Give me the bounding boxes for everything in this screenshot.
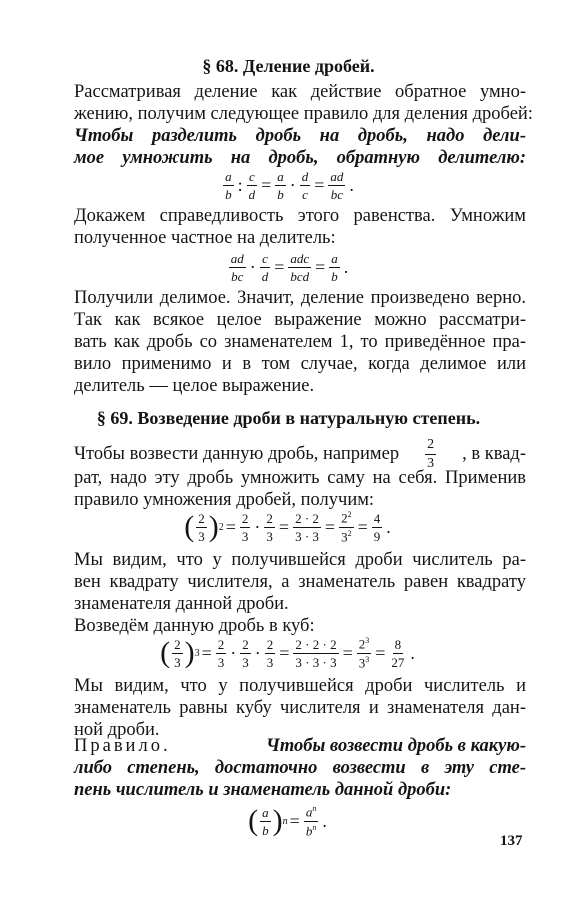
text-line: вен квадрату числителя, а знаменатель равен квадрату [74, 572, 526, 592]
rule-label-line: Правило. Чтобы возвести дробь в какую- [74, 736, 526, 756]
text-line: Так как всякое целое выражение можно рассматри- [74, 310, 526, 330]
text-line: правило умножения дробей, получим: [74, 490, 375, 510]
text-line: знаменателя данной дроби. [74, 594, 289, 614]
rule-line: либо степень, достаточно возвести в эту сте- [74, 758, 526, 778]
text-line: Мы видим, что у получившейся дроби числитель и [74, 676, 526, 696]
rule-line: пень числитель и знаменатель данной дроби: [74, 780, 452, 800]
text-line: знаменатель равны кубу числителя и знаменателя дан- [74, 698, 526, 718]
formula-power-n: ( $\frac{a}{b}$ ) n = $\frac{a^n}{b^n}$ . [248, 804, 327, 838]
text-line: рат, надо эту дробь умножить саму на себя. Применив [74, 468, 526, 488]
formula-check: $\frac{ad}{bc}$ · $\frac{c}{d}$ = $\frac{\text{adc}}{\text{bcd}}$ = $\frac{a}{b}$ . [230, 250, 349, 284]
page-number: 137 [500, 833, 523, 849]
text-line: полученное частное на делитель: [74, 228, 336, 248]
section-69-heading: § 69. Возведение дроби в натуральную степень. [96, 408, 481, 428]
text-line: жению, получим следующее правило для деления дробей: [74, 104, 533, 124]
text-line: вило применимо и в том случае, когда делимое или [74, 354, 526, 374]
text-line-with-fraction: Чтобы возвести данную дробь, например $\frac{2}{3}$ , в квад- [74, 437, 526, 471]
text-line: делитель — целое выражение. [74, 376, 315, 396]
rule-label: Правило. [74, 736, 171, 756]
text-line: Возведём данную дробь в куб: [74, 616, 315, 636]
text-line: ной дроби. [74, 720, 160, 740]
text-line: Рассматривая деление как действие обратное умно- [74, 82, 526, 102]
rule-line: Чтобы разделить дробь на дробь, надо дели- [74, 126, 526, 146]
text-line: вать как дробь со знаменателем 1, то приведённое пра- [74, 332, 526, 352]
text-line: Докажем справедливость этого равенства. Умножим [74, 206, 526, 226]
inline-fraction: $\frac{2}{3}$ [427, 437, 435, 471]
text-line: Мы видим, что у получившейся дроби числитель ра- [74, 550, 526, 570]
formula-cube: ( $\frac{2}{3}$ ) 3 = $\frac{2}{3}$ · $\frac{2}{3}$ · $\frac{2}{3}$ = $\frac{2 \cdot 2 \cdot 2}{3 \cdot 3 \cdot 3}$ = $\frac{2^3}{3^3}$ = $\frac{8}{27}$ . [160, 636, 415, 670]
formula-division: $\frac{a}{b}$ : $\frac{c}{d}$ = $\frac{a}{b}$ · $\frac{d}{c}$ = $\frac{ad}{bc}$ . [225, 168, 354, 202]
rule-line: мое умножить на дробь, обратную делителю: [74, 148, 526, 168]
formula-square: ( $\frac{2}{3}$ ) 2 = $\frac{2}{3}$ · $\frac{2}{3}$ = $\frac{2 \cdot 2}{3 \cdot 3}$ = $\frac{2^2}{3^2}$ = $\frac{4}{9}$ . [184, 510, 391, 544]
text-line: Получили делимое. Значит, деление произведено верно. [74, 288, 526, 308]
section-68-heading: § 68. Деление дробей. [202, 56, 375, 76]
